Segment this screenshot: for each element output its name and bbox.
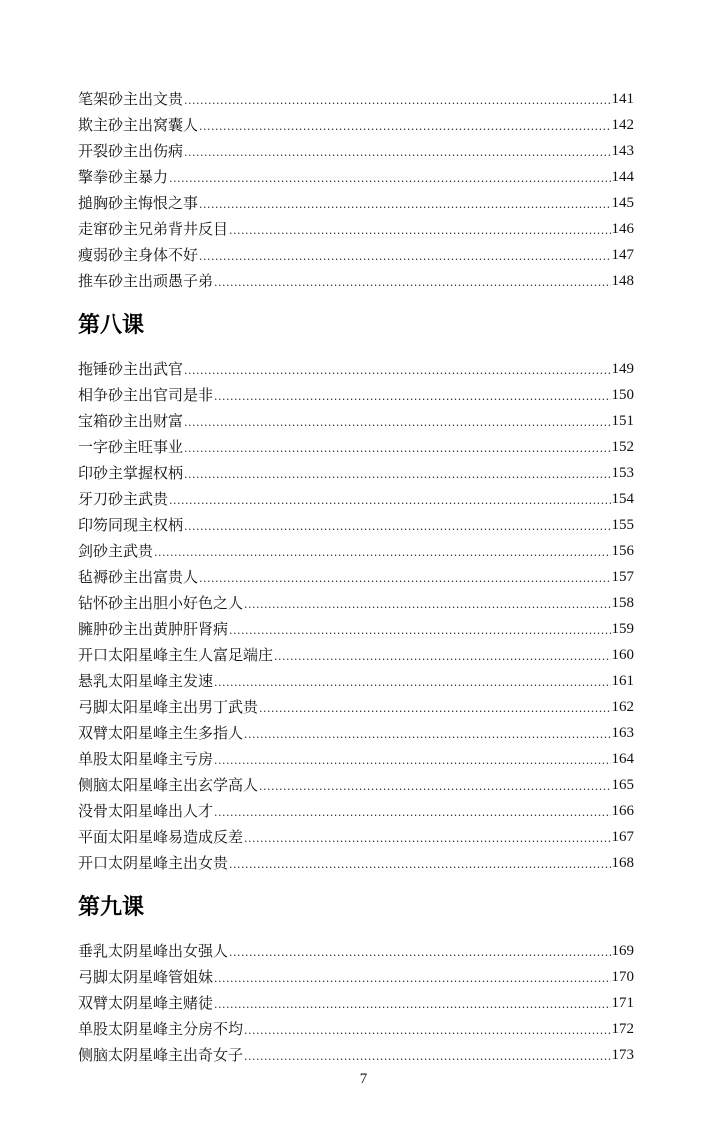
toc-entry[interactable]: [78, 772, 634, 798]
toc-entry[interactable]: [78, 720, 634, 746]
toc-entry-title: 钻怀砂主出胆小好色之人: [78, 594, 244, 612]
toc-entry-page-number: 164: [611, 751, 634, 767]
toc-entry-page-number: 143: [611, 143, 634, 159]
toc-entry-page-number: 156: [611, 543, 634, 559]
toc-entry[interactable]: [78, 990, 634, 1016]
dot-leader: [184, 460, 610, 486]
toc-entry-page-number: 144: [611, 169, 634, 185]
toc-entry[interactable]: [78, 938, 634, 964]
toc-entry-title: 侧脑太阳星峰主出玄学高人: [78, 776, 259, 794]
toc-entry-page-number: 149: [611, 361, 634, 377]
toc-entry-page-number: 155: [611, 517, 634, 533]
toc-entry-title: 平面太阳星峰易造成反差: [78, 828, 244, 846]
toc-entry[interactable]: [78, 164, 634, 190]
toc-entry-title: 拖锤砂主出武官: [78, 360, 184, 378]
toc-entry[interactable]: [78, 964, 634, 990]
dot-leader: [184, 138, 610, 164]
toc-entry[interactable]: [78, 190, 634, 216]
toc-entry[interactable]: [78, 616, 634, 642]
toc-entry[interactable]: [78, 798, 634, 824]
toc-entry-page-number: 145: [611, 195, 634, 211]
dot-leader: [199, 112, 610, 138]
dot-leader: [214, 798, 610, 824]
toc-entry[interactable]: [78, 216, 634, 242]
dot-leader: [184, 512, 610, 538]
toc-entry-title: 印笏同现主权柄: [78, 516, 184, 534]
toc-entry[interactable]: [78, 242, 634, 268]
toc-entry-page-number: 141: [611, 91, 634, 107]
toc-entry-page-number: 151: [611, 413, 634, 429]
dot-leader: [259, 772, 610, 798]
toc-entry-title: 双臂太阴星峰主赌徒: [78, 994, 214, 1012]
dot-leader: [259, 694, 610, 720]
toc-entry-title: 剑砂主武贵: [78, 542, 154, 560]
toc-entry-page-number: 168: [611, 855, 634, 871]
toc-entry[interactable]: [78, 642, 634, 668]
dot-leader: [244, 590, 610, 616]
toc-entry-page-number: 147: [611, 247, 634, 263]
dot-leader: [184, 408, 610, 434]
toc-entry-title: 单股太阴星峰主分房不均: [78, 1020, 244, 1038]
dot-leader: [199, 242, 610, 268]
toc-entry[interactable]: [78, 112, 634, 138]
dot-leader: [214, 268, 610, 294]
toc-entry-page-number: 160: [611, 647, 634, 663]
toc-entry[interactable]: [78, 668, 634, 694]
toc-entry[interactable]: [78, 850, 634, 876]
toc-entry-title: 笔架砂主出文贵: [78, 90, 184, 108]
toc-entry-page-number: 159: [611, 621, 634, 637]
toc-entry-page-number: 150: [611, 387, 634, 403]
toc-entry-page-number: 171: [611, 995, 634, 1011]
dot-leader: [214, 668, 610, 694]
toc-entry-page-number: 170: [611, 969, 634, 985]
toc-entry-title: 一字砂主旺事业: [78, 438, 184, 456]
toc-entry[interactable]: [78, 86, 634, 112]
toc-entry-title: 悬乳太阳星峰主发速: [78, 672, 214, 690]
toc-entry[interactable]: [78, 434, 634, 460]
dot-leader: [214, 382, 610, 408]
toc-entry-page-number: 152: [611, 439, 634, 455]
toc-entry-title: 牙刀砂主武贵: [78, 490, 169, 508]
toc-entry-page-number: 172: [611, 1021, 634, 1037]
toc-entry-page-number: 148: [611, 273, 634, 289]
toc-entry-title: 单股太阳星峰主亏房: [78, 750, 214, 768]
toc-entry[interactable]: [78, 746, 634, 772]
toc-entry-title: 侧脑太阴星峰主出奇女子: [78, 1046, 244, 1064]
dot-leader: [244, 1016, 610, 1042]
toc-entry-page-number: 161: [611, 673, 634, 689]
toc-entry-page-number: 142: [611, 117, 634, 133]
section-heading: 第九课: [78, 895, 145, 920]
toc-entry-title: 毡褥砂主出富贵人: [78, 568, 199, 586]
toc-entry-title: 印砂主掌握权柄: [78, 464, 184, 482]
toc-entry-title: 擎拳砂主暴力: [78, 168, 169, 186]
toc-entry-title: 宝箱砂主出财富: [78, 412, 184, 430]
toc-entry-page-number: 162: [611, 699, 634, 715]
toc-entry-title: 欺主砂主出窝囊人: [78, 116, 199, 134]
toc-entry[interactable]: [78, 1042, 634, 1068]
toc-entry-title: 开口太阳星峰主生人富足端庄: [78, 646, 274, 664]
page-number: 7: [359, 1071, 368, 1087]
toc-entry[interactable]: [78, 486, 634, 512]
toc-entry-title: 搥胸砂主悔恨之事: [78, 194, 199, 212]
toc-entry-title: 推车砂主出顽愚子弟: [78, 272, 214, 290]
toc-entry[interactable]: [78, 590, 634, 616]
dot-leader: [184, 434, 610, 460]
dot-leader: [229, 850, 610, 876]
toc-entry-title: 没骨太阳星峰出人才: [78, 802, 214, 820]
dot-leader: [229, 616, 610, 642]
toc-entry-title: 走窜砂主兄弟背井反目: [78, 220, 229, 238]
toc-entry[interactable]: [78, 356, 634, 382]
toc-entry-title: 弓脚太阴星峰管姐妹: [78, 968, 214, 986]
dot-leader: [184, 86, 610, 112]
toc-entry[interactable]: [78, 138, 634, 164]
toc-entry-page-number: 153: [611, 465, 634, 481]
dot-leader: [229, 216, 610, 242]
dot-leader: [214, 964, 610, 990]
toc-entry-page-number: 146: [611, 221, 634, 237]
table-of-contents: [78, 86, 634, 1068]
toc-entry-page-number: 165: [611, 777, 634, 793]
toc-entry-page-number: 157: [611, 569, 634, 585]
dot-leader: [184, 356, 610, 382]
toc-entry-title: 垂乳太阴星峰出女强人: [78, 942, 229, 960]
toc-entry-title: 开裂砂主出伤病: [78, 142, 184, 160]
toc-entry-page-number: 166: [611, 803, 634, 819]
dot-leader: [199, 190, 610, 216]
toc-entry[interactable]: [78, 824, 634, 850]
toc-entry-title: 开口太阴星峰主出女贵: [78, 854, 229, 872]
section-heading: 第八课: [78, 313, 145, 338]
dot-leader: [214, 990, 610, 1016]
toc-entry-page-number: 163: [611, 725, 634, 741]
toc-entry-page-number: 158: [611, 595, 634, 611]
dot-leader: [169, 486, 610, 512]
toc-entry-title: 瘦弱砂主身体不好: [78, 246, 199, 264]
dot-leader: [229, 938, 610, 964]
toc-entry-page-number: 167: [611, 829, 634, 845]
toc-entry[interactable]: [78, 408, 634, 434]
dot-leader: [244, 720, 610, 746]
toc-entry[interactable]: [78, 512, 634, 538]
toc-entry-title: 臃肿砂主出黄肿肝肾病: [78, 620, 229, 638]
toc-entry-title: 双臂太阳星峰主生多指人: [78, 724, 244, 742]
toc-entry[interactable]: [78, 694, 634, 720]
dot-leader: [199, 564, 610, 590]
toc-entry[interactable]: [78, 538, 634, 564]
toc-entry[interactable]: [78, 460, 634, 486]
dot-leader: [274, 642, 610, 668]
toc-entry[interactable]: [78, 564, 634, 590]
toc-entry-title: 弓脚太阳星峰主出男丁武贵: [78, 698, 259, 716]
toc-entry[interactable]: [78, 268, 634, 294]
toc-entry-title: 相争砂主出官司是非: [78, 386, 214, 404]
toc-entry[interactable]: [78, 1016, 634, 1042]
dot-leader: [169, 164, 610, 190]
toc-entry-page-number: 169: [611, 943, 634, 959]
dot-leader: [214, 746, 610, 772]
toc-entry-page-number: 154: [611, 491, 634, 507]
dot-leader: [244, 1042, 610, 1068]
dot-leader: [244, 824, 610, 850]
toc-entry-page-number: 173: [611, 1047, 634, 1063]
toc-entry[interactable]: [78, 382, 634, 408]
dot-leader: [154, 538, 610, 564]
